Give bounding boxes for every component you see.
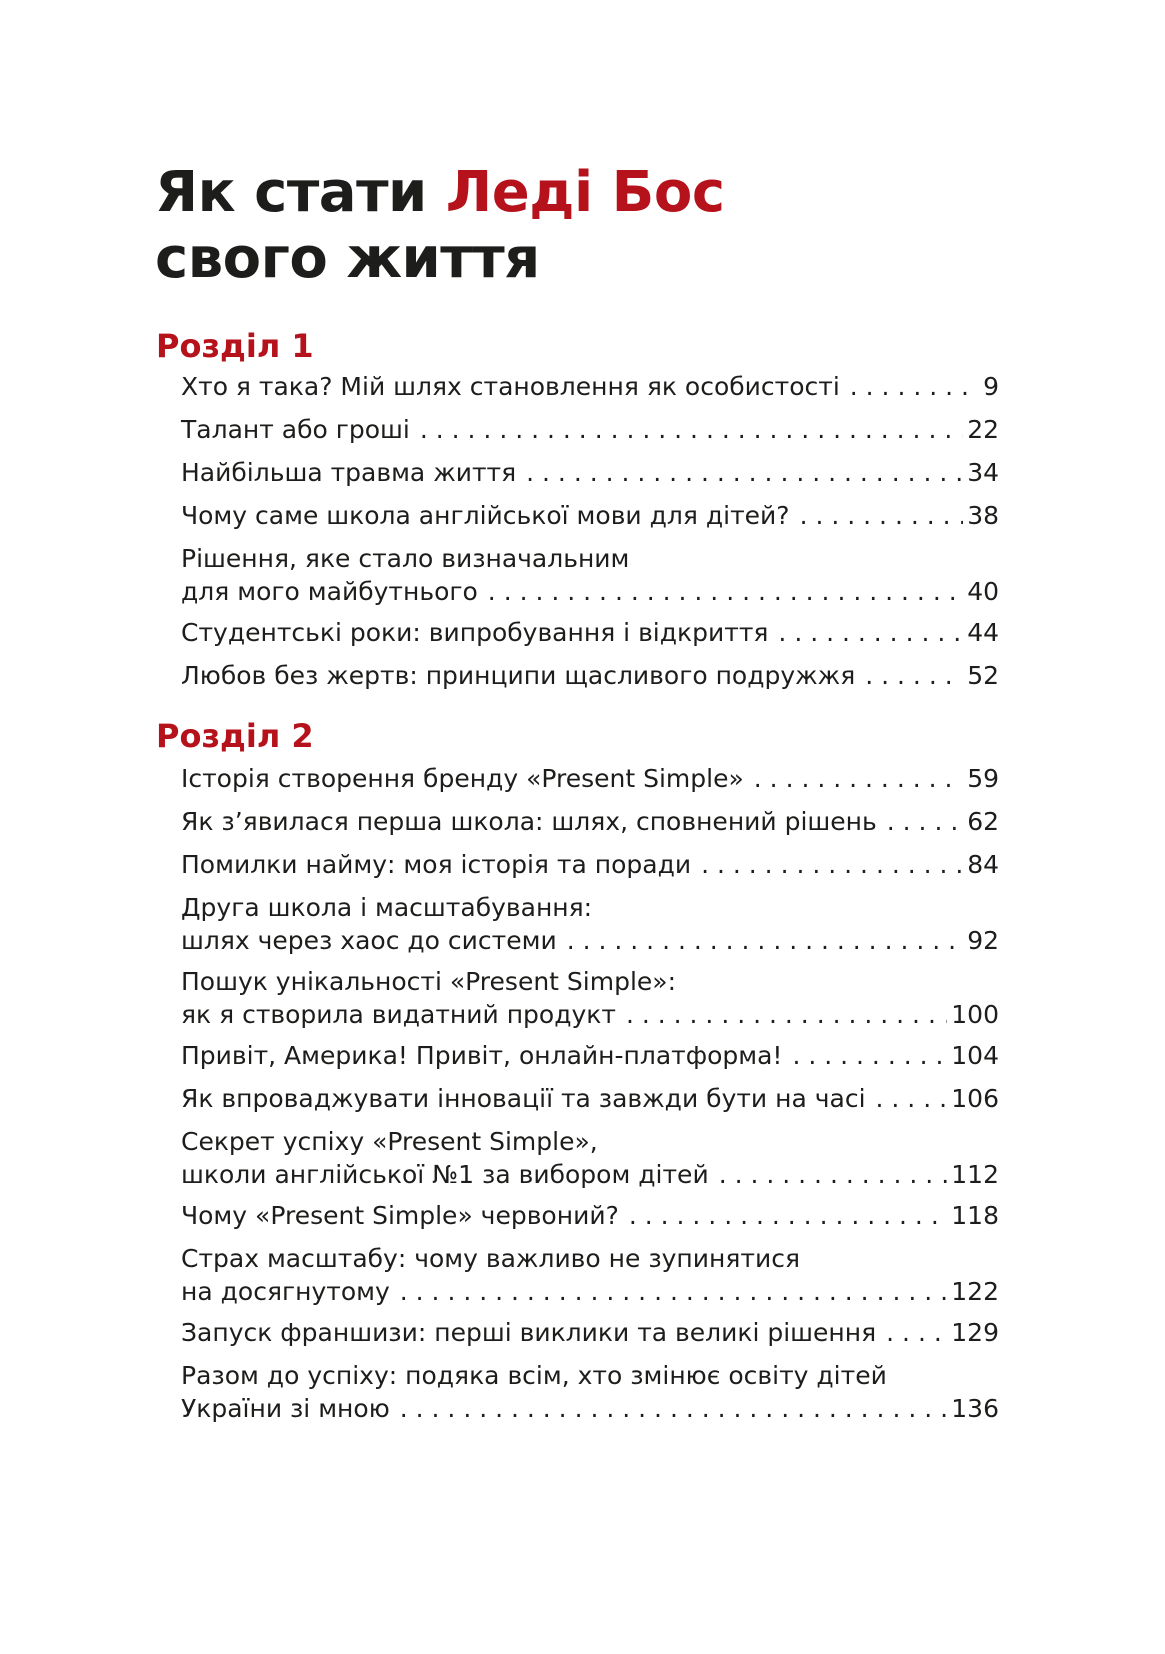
dot-leader	[701, 848, 963, 881]
toc-entry-title: Любов без жертв: принципи щасливого подружжя	[181, 661, 856, 690]
toc-entry-title: Студентські роки: випробування і відкриття	[181, 618, 769, 647]
toc-entry-row	[181, 1082, 999, 1115]
toc-entry[interactable]	[181, 456, 999, 489]
toc-entry[interactable]	[181, 542, 999, 608]
page-number: 38	[967, 501, 999, 530]
toc-entry[interactable]	[181, 413, 999, 446]
toc-entry-row	[181, 924, 999, 957]
toc-entry-title: Як впроваджувати інновації та завжди бути на часі	[181, 1084, 866, 1113]
toc-entry-row	[181, 616, 999, 649]
toc-entry-title: Привіт, Америка! Привіт, онлайн-платформа!	[181, 1041, 783, 1070]
page-number: 62	[967, 807, 999, 836]
toc-entry[interactable]	[181, 762, 999, 795]
toc-entry-title: школи англійської №1 за вибором дітей	[181, 1160, 709, 1189]
toc-entry[interactable]	[181, 1242, 999, 1308]
dot-leader	[488, 575, 963, 608]
toc-entry[interactable]	[181, 965, 999, 1031]
page-number: 84	[967, 850, 999, 879]
dot-leader	[719, 1158, 948, 1191]
dot-leader	[526, 456, 963, 489]
page-number: 52	[967, 661, 999, 690]
toc-entry-title: Історія створення бренду «Present Simple»	[181, 764, 744, 793]
toc-entry-row	[181, 1392, 999, 1425]
toc-entry[interactable]	[181, 499, 999, 532]
toc-entry-title-line1: Страх масштабу: чому важливо не зупинятися	[181, 1244, 800, 1273]
page-number: 92	[967, 926, 999, 955]
toc-entry[interactable]	[181, 1125, 999, 1191]
section-title: Розділ 2	[156, 717, 314, 755]
toc-entry-row	[181, 370, 999, 403]
dot-leader	[400, 1392, 948, 1425]
dot-leader	[792, 1039, 947, 1072]
toc-entry-title: шлях через хаос до системи	[181, 926, 557, 955]
book-title-line2: свого життя	[155, 226, 540, 291]
page-number: 40	[967, 577, 999, 606]
dot-leader	[850, 370, 979, 403]
toc-entry-title: Найбільша травма життя	[181, 458, 517, 487]
toc-entry-title: Як з’явилася перша школа: шлях, сповнений рішень	[181, 807, 877, 836]
page-number: 44	[967, 618, 999, 647]
toc-entry-row	[181, 1199, 999, 1232]
page-number: 34	[967, 458, 999, 487]
dot-leader	[626, 998, 947, 1031]
section-title: Розділ 1	[156, 327, 314, 365]
toc-entry-row	[181, 456, 999, 489]
toc-entry[interactable]	[181, 805, 999, 838]
toc-entry-row	[181, 762, 999, 795]
toc-entry-row	[181, 805, 999, 838]
toc-entry-row	[181, 1158, 999, 1191]
toc-entry-title-line1: Друга школа і масштабування:	[181, 893, 593, 922]
book-title-highlight: Леді Бос	[445, 160, 725, 225]
page-number: 22	[967, 415, 999, 444]
toc-entry[interactable]	[181, 1199, 999, 1232]
dot-leader	[800, 499, 964, 532]
page-number: 122	[951, 1277, 999, 1306]
toc-entry-title-line1: Пошук унікальності «Present Simple»:	[181, 967, 676, 996]
page-number: 9	[983, 372, 999, 401]
toc-entry-row	[181, 848, 999, 881]
toc-entry-row	[181, 1039, 999, 1072]
toc-entry-title: Помилки найму: моя історія та поради	[181, 850, 692, 879]
toc-entry[interactable]	[181, 1082, 999, 1115]
page-number: 112	[951, 1160, 999, 1189]
dot-leader	[865, 659, 963, 692]
page-number: 136	[951, 1394, 999, 1423]
toc-entry-title: Чому саме школа англійської мови для дітей?	[181, 501, 790, 530]
toc-entry-title-line1: Секрет успіху «Present Simple»,	[181, 1127, 598, 1156]
page-number: 129	[951, 1318, 999, 1347]
toc-entry-title: на досягнутому	[181, 1277, 390, 1306]
dot-leader	[886, 1316, 947, 1349]
toc-entry-title: для мого майбутнього	[181, 577, 478, 606]
page-number: 59	[967, 764, 999, 793]
dot-leader	[420, 413, 963, 446]
dot-leader	[876, 1082, 948, 1115]
toc-entry-row	[181, 413, 999, 446]
page-number: 100	[951, 1000, 999, 1029]
dot-leader	[887, 805, 963, 838]
toc-entry-title-line1: Разом до успіху: подяка всім, хто змінює освіту дітей	[181, 1361, 887, 1390]
toc-entry-title: Запуск франшизи: перші виклики та великі рішення	[181, 1318, 877, 1347]
toc-entry-title: як я створила видатний продукт	[181, 1000, 616, 1029]
dot-leader	[754, 762, 963, 795]
toc-entry-row	[181, 998, 999, 1031]
toc-entry[interactable]	[181, 1359, 999, 1425]
toc-entry-row	[181, 659, 999, 692]
page-number: 104	[951, 1041, 999, 1070]
dot-leader	[778, 616, 963, 649]
toc-entry-row	[181, 1275, 999, 1308]
toc-entry-row	[181, 1316, 999, 1349]
toc-entry[interactable]	[181, 1039, 999, 1072]
toc-entry-title: Хто я така? Мій шлях становлення як особистості	[181, 372, 840, 401]
toc-entry-title: Чому «Present Simple» червоний?	[181, 1201, 619, 1230]
toc-entry[interactable]	[181, 659, 999, 692]
page-number: 106	[951, 1084, 999, 1113]
toc-entry[interactable]	[181, 370, 999, 403]
dot-leader	[567, 924, 963, 957]
toc-entry-title-line1: Рішення, яке стало визначальним	[181, 544, 630, 573]
dot-leader	[629, 1199, 947, 1232]
page-number: 118	[951, 1201, 999, 1230]
book-title-part1: Як стати	[155, 160, 446, 225]
toc-entry-row	[181, 499, 999, 532]
toc-entry-row	[181, 575, 999, 608]
toc-entry-title: України зі мною	[181, 1394, 390, 1423]
toc-entry[interactable]	[181, 848, 999, 881]
toc-entry[interactable]	[181, 616, 999, 649]
toc-entry[interactable]	[181, 891, 999, 957]
dot-leader	[400, 1275, 948, 1308]
toc-entry[interactable]	[181, 1316, 999, 1349]
toc-entry-title: Талант або гроші	[181, 415, 410, 444]
